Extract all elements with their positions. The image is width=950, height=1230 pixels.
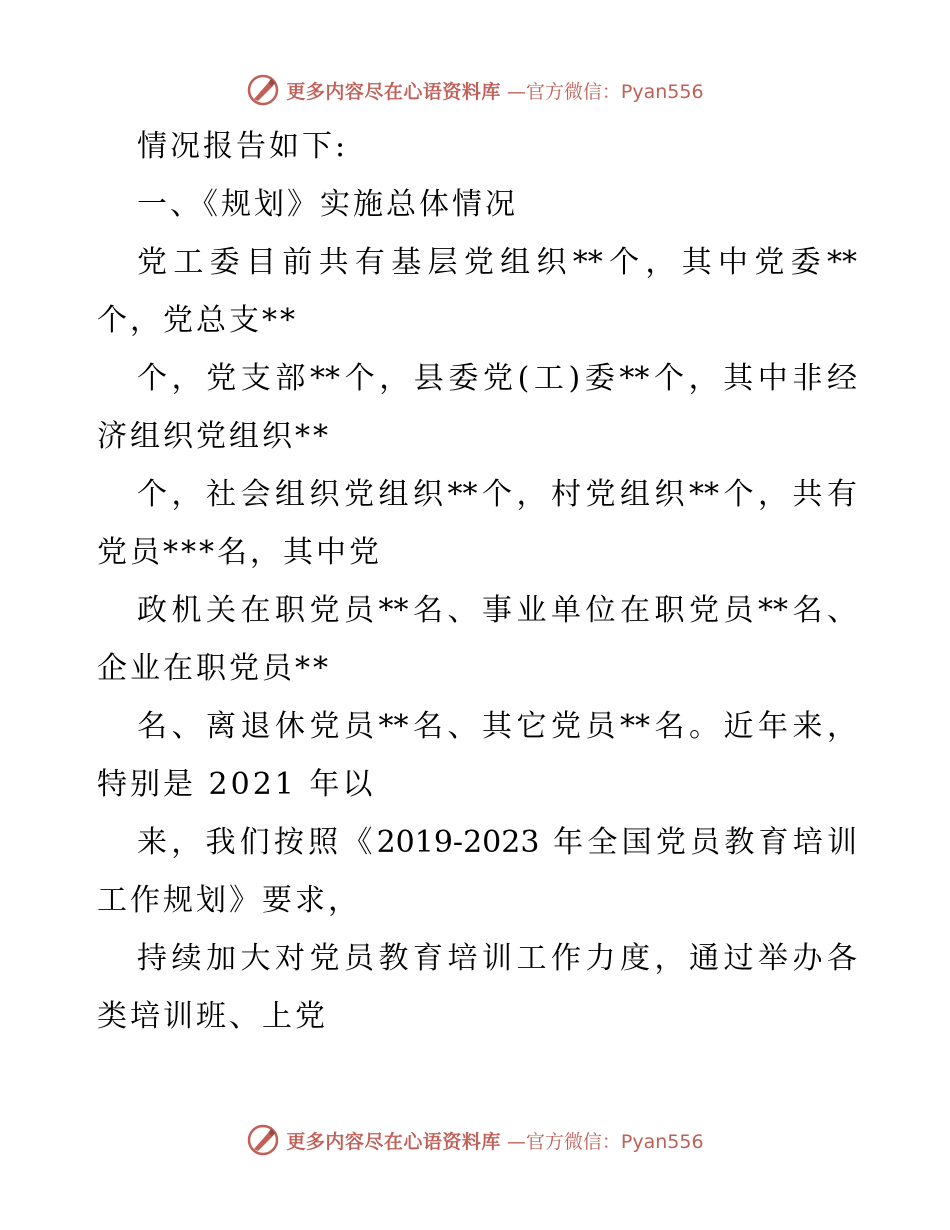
watermark-suffix: —官方微信：Pyan556 — [506, 80, 704, 103]
text-line: 企业在职党员** — [97, 651, 331, 686]
text-line: 个，社会组织党组织**个，村党组织**个，共有 — [137, 477, 857, 512]
text-line: 党员***名，其中党 — [97, 535, 382, 570]
document-body — [97, 118, 857, 1046]
text-line: 情况报告如下: — [137, 129, 349, 164]
header-watermark — [0, 70, 950, 110]
text-line: 类培训班、上党 — [97, 999, 328, 1034]
watermark-text: 更多内容尽在心语资料库 — [286, 80, 501, 103]
watermark-suffix: —官方微信：Pyan556 — [506, 1130, 704, 1153]
text-line: 名、离退休党员**名、其它党员**名。近年来， — [137, 709, 857, 744]
pen-logo-icon — [246, 1123, 280, 1157]
text-line: 济组织党组织** — [97, 419, 331, 454]
watermark-text: 更多内容尽在心语资料库 — [286, 1130, 501, 1153]
text-line: 政机关在职党员**名、事业单位在职党员**名、 — [137, 593, 857, 628]
pen-logo-icon — [246, 73, 280, 107]
footer-watermark — [0, 1120, 950, 1160]
section-heading: 一、《规划》实施总体情况 — [137, 187, 518, 222]
text-line: 党工委目前共有基层党组织**个，其中党委** — [137, 245, 857, 280]
text-line: 个，党总支** — [97, 303, 298, 338]
text-line: 工作规划》要求， — [97, 883, 361, 918]
text-line: 特别是 2021 年以 — [97, 767, 376, 802]
text-line: 个，党支部**个，县委党(工)委**个，其中非经 — [137, 361, 857, 396]
text-line: 持续加大对党员教育培训工作力度，通过举办各 — [137, 941, 857, 976]
text-line: 来，我们按照《2019-2023 年全国党员教育培训 — [137, 825, 857, 860]
